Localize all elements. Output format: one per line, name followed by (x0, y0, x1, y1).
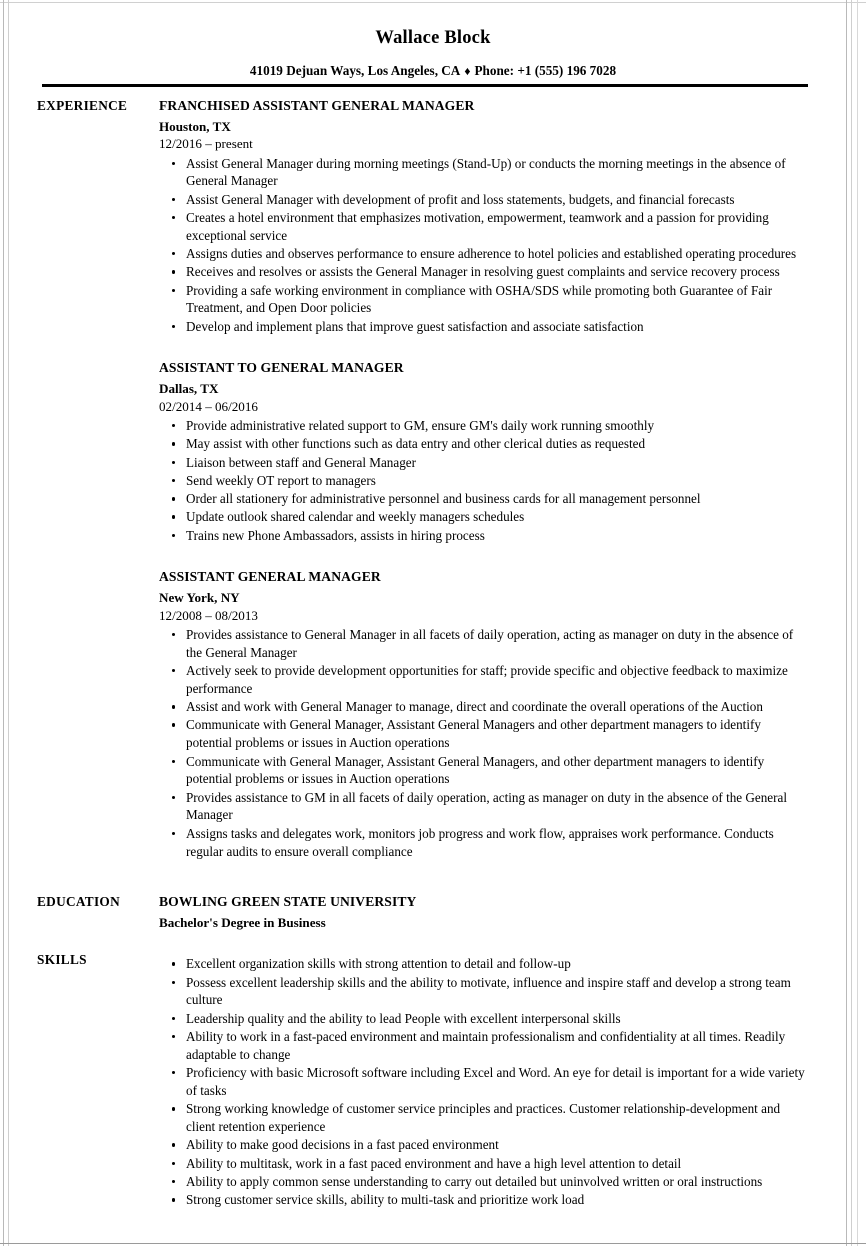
list-item: Creates a hotel environment that emphasizes motivation, empowerment, teamwork and a passion for providing exceptional service (159, 209, 810, 245)
job-location: Dallas, TX (159, 381, 219, 397)
spacer (159, 336, 810, 360)
skills-body (159, 952, 866, 1209)
list-item: Order all stationery for administrative personnel and business cards for all management personnel (159, 490, 810, 508)
list-item: Communicate with General Manager, Assistant General Managers, and other department managers to identify potential problems or issues in Auction operations (159, 753, 810, 789)
job-title: ASSISTANT TO GENERAL MANAGER (159, 360, 404, 376)
diamond-separator-icon: ♦ (464, 63, 471, 78)
list-item: Strong customer service skills, ability to multi-task and prioritize work load (159, 1191, 810, 1209)
section-education (0, 894, 866, 930)
experience-body (159, 98, 866, 861)
list-item: Send weekly OT report to managers (159, 472, 810, 490)
list-item: Assigns tasks and delegates work, monitors job progress and work flow, appraises work performance. Conducts regular audits to ensure overall compliance (159, 825, 810, 861)
list-item: Update outlook shared calendar and weekly managers schedules (159, 508, 810, 526)
list-item: Provide administrative related support to GM, ensure GM's daily work running smoothly (159, 417, 810, 435)
spacer (0, 861, 866, 894)
list-item: Assist General Manager during morning meetings (Stand-Up) or conducts the morning meetings in the absence of General Manager (159, 155, 810, 191)
job-entry (159, 360, 810, 544)
job-dates: 12/2016 – present (159, 136, 253, 152)
list-item: Provides assistance to GM in all facets of daily operation, acting as manager on duty in the absence of the General Manager (159, 789, 810, 825)
list-item: Provides assistance to General Manager in all facets of daily operation, acting as manager on duty in the absence of the General Manager (159, 626, 810, 662)
list-item: Ability to multitask, work in a fast paced environment and have a high level attention to detail (159, 1155, 810, 1173)
list-item: Ability to apply common sense understanding to carry out detailed but uninvolved written or oral instructions (159, 1173, 810, 1191)
list-item: Communicate with General Manager, Assistant General Managers and other department managers to identify potential problems or issues in Auction operations (159, 716, 810, 752)
job-title: ASSISTANT GENERAL MANAGER (159, 569, 381, 585)
spacer (0, 930, 866, 952)
skills-list (159, 952, 810, 1209)
list-item: Ability to work in a fast-paced environment and maintain professionalism and confidentiality at all times. Readily adaptable to change (159, 1028, 810, 1064)
job-title: FRANCHISED ASSISTANT GENERAL MANAGER (159, 97, 475, 113)
list-item: Liaison between staff and General Manager (159, 454, 810, 472)
job-responsibilities (159, 152, 810, 336)
list-item: Proficiency with basic Microsoft software including Excel and Word. An eye for detail is important for a wide variety of tasks (159, 1064, 810, 1100)
education-degree: Bachelor's Degree in Business (159, 914, 326, 930)
section-label-experience: EXPERIENCE (37, 97, 128, 113)
contact-line (0, 48, 866, 77)
list-item: Trains new Phone Ambassadors, assists in hiring process (159, 527, 810, 545)
education-school: BOWLING GREEN STATE UNIVERSITY (159, 893, 417, 909)
resume-header (0, 0, 866, 77)
list-item: Strong working knowledge of customer service principles and practices. Customer relationship-development and client retention experience (159, 1100, 810, 1136)
section-label-education: EDUCATION (37, 893, 120, 909)
contact-phone: Phone: +1 (555) 196 7028 (474, 62, 617, 78)
job-location: New York, NY (159, 590, 240, 606)
education-body (159, 894, 866, 930)
list-item: Possess excellent leadership skills and the ability to motivate, influence and inspire staff and develop a strong team culture (159, 974, 810, 1010)
list-item: Leadership quality and the ability to lead People with excellent interpersonal skills (159, 1010, 810, 1028)
contact-address: 41019 Dejuan Ways, Los Angeles, CA (249, 62, 461, 78)
list-item: Assigns duties and observes performance to ensure adherence to hotel policies and established operating procedures (159, 245, 810, 263)
spacer (159, 545, 810, 569)
section-label-skills: SKILLS (37, 952, 87, 968)
list-item: Ability to make good decisions in a fast paced environment (159, 1136, 810, 1154)
job-responsibilities (159, 623, 810, 860)
list-item: May assist with other functions such as data entry and other clerical duties as requested (159, 435, 810, 453)
list-item: Assist and work with General Manager to manage, direct and coordinate the overall operations of the Auction (159, 698, 810, 716)
job-entry (159, 98, 810, 336)
section-skills (0, 952, 866, 1209)
candidate-name: Wallace Block (375, 28, 491, 48)
job-location: Houston, TX (159, 118, 231, 134)
job-responsibilities (159, 414, 810, 545)
page-border-bottom (0, 1243, 866, 1244)
list-item: Actively seek to provide development opportunities for staff; provide specific and objective feedback to maximize performance (159, 662, 810, 698)
list-item: Develop and implement plans that improve guest satisfaction and associate satisfaction (159, 318, 810, 336)
job-dates: 12/2008 – 08/2013 (159, 607, 258, 623)
list-item: Receives and resolves or assists the General Manager in resolving guest complaints and service recovery process (159, 263, 810, 281)
section-experience (0, 77, 866, 861)
job-dates: 02/2014 – 06/2016 (159, 398, 258, 414)
header-divider (42, 84, 808, 87)
job-entry (159, 569, 810, 860)
list-item: Providing a safe working environment in compliance with OSHA/SDS while promoting both Guarantee of Fair Treatment, and Open Door policies (159, 282, 810, 318)
list-item: Assist General Manager with development of profit and loss statements, budgets, and financial forecasts (159, 191, 810, 209)
list-item: Excellent organization skills with strong attention to detail and follow-up (159, 955, 810, 973)
